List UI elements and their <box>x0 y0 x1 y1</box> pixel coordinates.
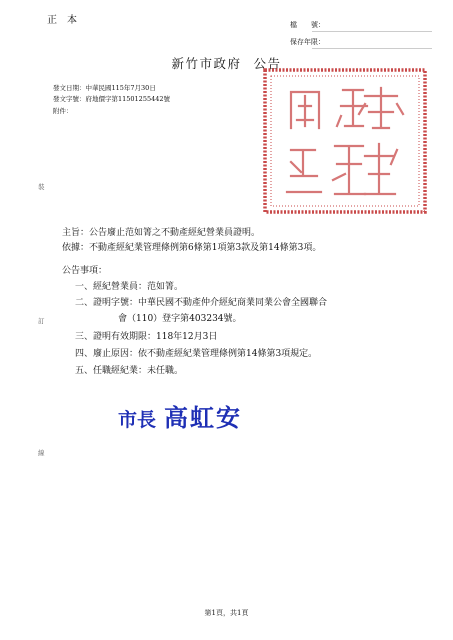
legal-basis-line: 依據：不動產經紀業管理條例第6條第1項第3款及第14條第3項。 <box>62 243 322 253</box>
agency-name: 新竹市政府 <box>171 56 242 71</box>
notice-item-2-continuation: 會（110）登字第403234號。 <box>118 314 242 324</box>
mayor-title: 市長 <box>118 409 157 431</box>
archive-number-line <box>312 31 432 32</box>
mayor-signature <box>118 398 242 433</box>
mayor-name: 高虹安 <box>164 404 243 432</box>
binding-mark-middle: 訂 <box>38 317 45 325</box>
notice-item-1: 一、經紀營業員：范如箐。 <box>75 282 184 292</box>
copy-label: 正本 <box>47 15 87 26</box>
notice-item-2: 二、證明字號：中華民國不動產仲介經紀商業同業公會全國聯合 <box>75 298 328 308</box>
subject-line: 主旨：公告廢止范如箐之不動產經紀營業員證明。 <box>62 228 261 238</box>
notice-item-3: 三、證明有效期限：118年12月3日 <box>75 332 218 342</box>
binding-mark-bottom: 線 <box>38 449 45 457</box>
issue-date: 發文日期：中華民國115年7月30日 <box>53 84 156 92</box>
attachment-field: 附件： <box>53 107 73 115</box>
notice-item-4: 四、廢止原因：依不動產經紀業管理條例第14條第3項規定。 <box>75 349 318 359</box>
retention-period-line <box>312 48 432 49</box>
official-seal <box>261 66 429 216</box>
notice-item-5: 五、任職經紀業：未任職。 <box>75 366 184 376</box>
page-indicator: 第1頁，共1頁 <box>204 609 249 617</box>
archive-number-label: 檔 號： <box>290 21 325 29</box>
binding-mark-top: 裝 <box>38 183 45 191</box>
seal-graphic <box>261 66 429 216</box>
document-type: 公告 <box>253 56 282 71</box>
document-number: 發文字號：府地價字第11501255442號 <box>53 95 170 103</box>
retention-period-label: 保存年限： <box>290 38 325 46</box>
notice-heading: 公告事項： <box>62 266 108 276</box>
